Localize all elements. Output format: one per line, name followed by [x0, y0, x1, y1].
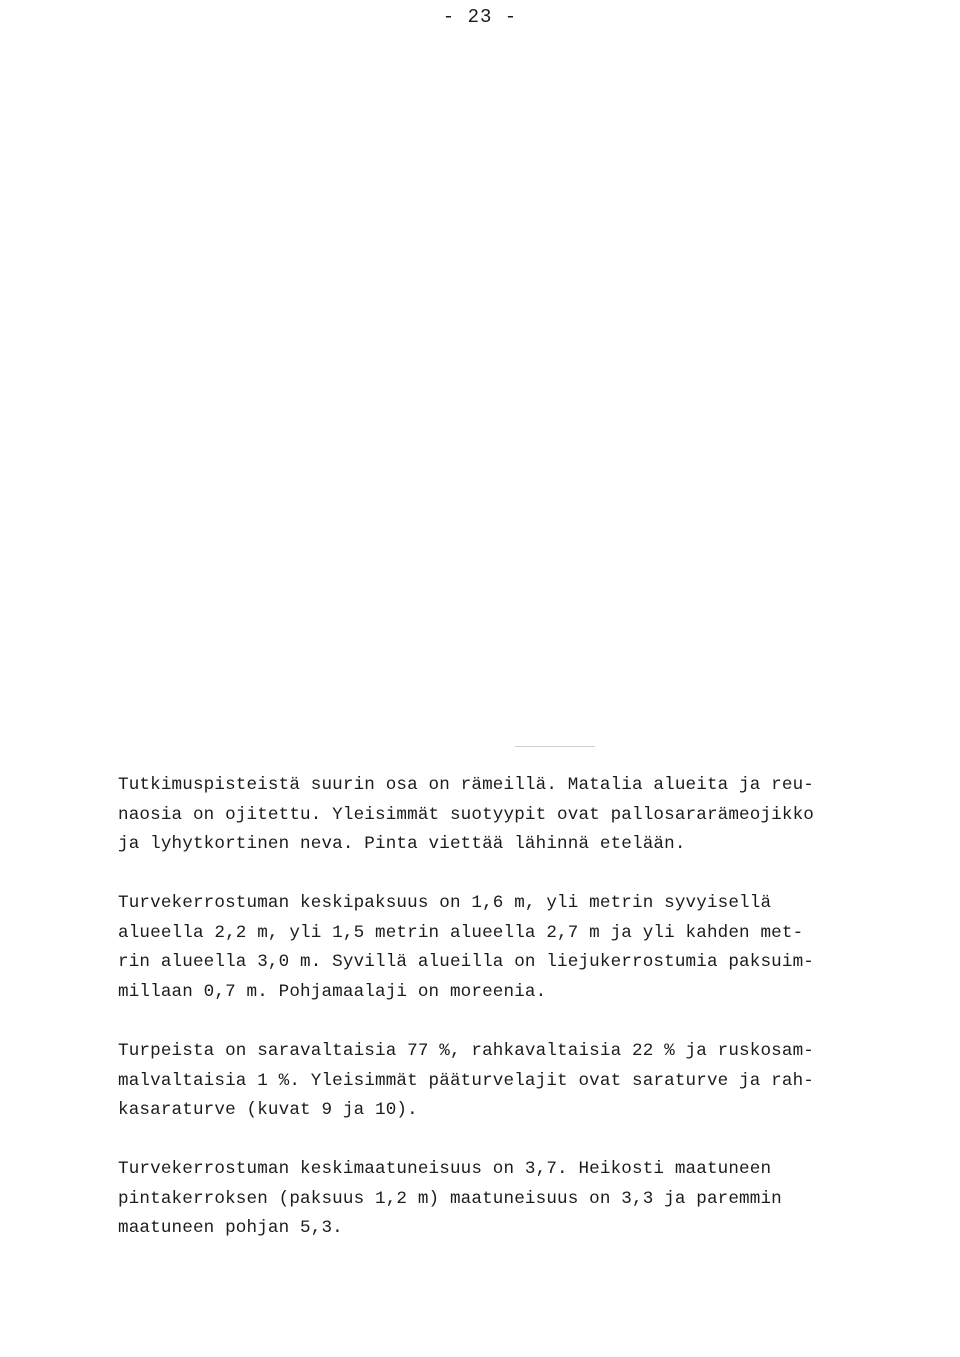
paragraph-line: Turvekerrostuman keskipaksuus on 1,6 m, yli metrin syvyisellä	[118, 893, 772, 913]
paragraph-line: naosia on ojitettu. Yleisimmät suotyypit ovat pallosararämeojikko	[118, 804, 815, 825]
paragraph-line: pintakerroksen (paksuus 1,2 m) maatuneisuus on 3,3 ja paremmin	[118, 1188, 782, 1209]
paragraph-4	[118, 1155, 782, 1244]
page-number: - 23 -	[442, 6, 518, 28]
paragraph-3	[118, 1037, 814, 1126]
paragraph-line: malvaltaisia 1 %. Yleisimmät pääturvelajit ovat saraturve ja rah-	[118, 1070, 815, 1091]
paragraph-line: alueella 2,2 m, yli 1,5 metrin alueella 2,7 m ja yli kahden met-	[118, 922, 804, 943]
paragraph-line: Turvekerrostuman keskimaatuneisuus on 3,7. Heikosti maatuneen	[118, 1159, 772, 1179]
scan-mark	[515, 746, 595, 747]
paragraph-2	[118, 889, 814, 1007]
paragraph-1	[118, 771, 814, 860]
paragraph-line: kasaraturve (kuvat 9 ja 10).	[118, 1100, 418, 1120]
paragraph-line: millaan 0,7 m. Pohjamaalaji on moreenia.	[118, 981, 547, 1002]
paragraph-line: ja lyhytkortinen neva. Pinta viettää lähinnä etelään.	[118, 834, 686, 854]
paragraph-line: maatuneen pohjan 5,3.	[118, 1218, 343, 1238]
paragraph-line: rin alueella 3,0 m. Syvillä alueilla on liejukerrostumia paksuim-	[118, 952, 815, 972]
paragraph-line: Tutkimuspisteistä suurin osa on rämeillä. Matalia alueita ja reu-	[118, 775, 815, 795]
paragraph-line: Turpeista on saravaltaisia 77 %, rahkavaltaisia 22 % ja ruskosam-	[118, 1041, 815, 1061]
